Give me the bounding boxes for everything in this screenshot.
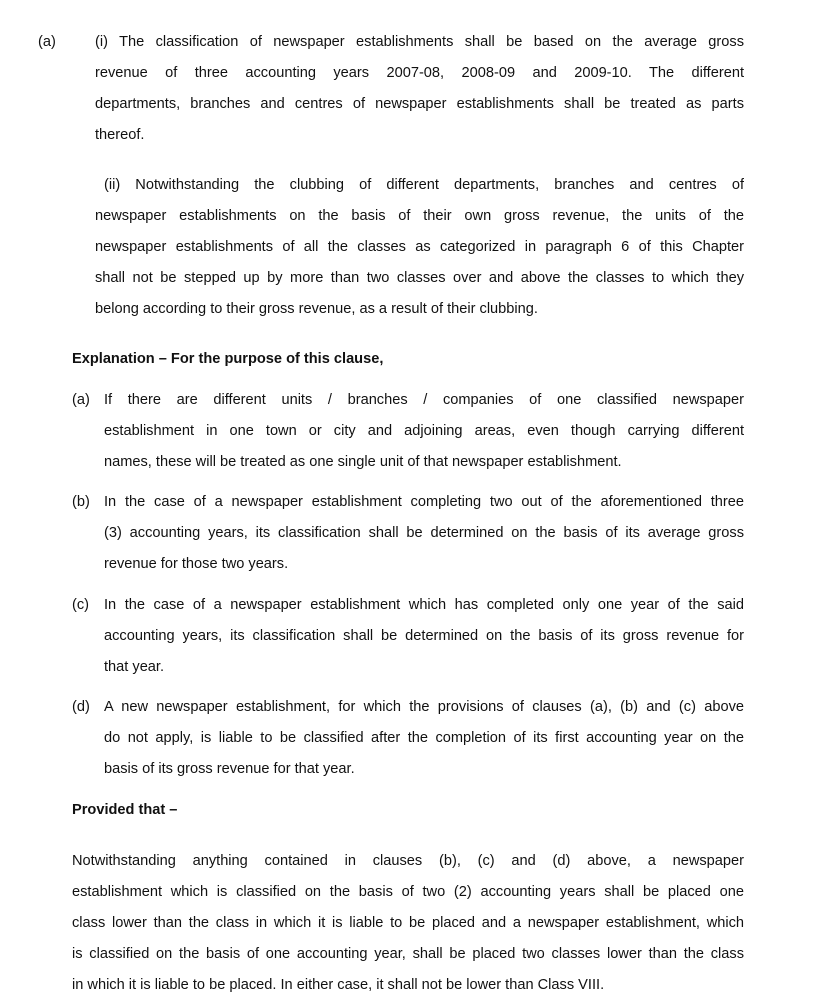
- item-line: A new newspaper establishment, for which the provisions of clauses (a), (b) and (c) above: [104, 699, 744, 715]
- item-line: If there are different units / branches / companies of one classified newspaper: [104, 392, 744, 408]
- paragraph-line: revenue of three accounting years 2007-08, 2008-09 and 2009-10. The different: [95, 65, 744, 81]
- paragraph-line: (ii) Notwithstanding the clubbing of different departments, branches and centres of: [104, 177, 744, 193]
- proviso-heading: Provided that –: [72, 802, 178, 818]
- item-label: (b): [72, 494, 90, 510]
- item-line: basis of its gross revenue for that year.: [104, 761, 355, 777]
- paragraph-line: class lower than the class in which it is liable to be placed and a newspaper establishment, which: [72, 915, 744, 931]
- item-line: accounting years, its classification shall be determined on the basis of its gross revenue for: [104, 628, 744, 644]
- paragraph-line: newspaper establishments of all the classes as categorized in paragraph 6 of this Chapter: [95, 239, 744, 255]
- item-label: (d): [72, 699, 90, 715]
- item-label: (c): [72, 597, 90, 613]
- paragraph-line: establishment which is classified on the basis of two (2) accounting years shall be placed one: [72, 884, 744, 900]
- paragraph-line: belong according to their gross revenue, as a result of their clubbing.: [95, 301, 538, 317]
- explanation-heading: Explanation – For the purpose of this clause,: [72, 351, 384, 367]
- item-line: do not apply, is liable to be classified after the completion of its first accounting year on the: [104, 730, 744, 746]
- item-line: revenue for those two years.: [104, 556, 289, 572]
- clause-a-label: (a): [38, 34, 56, 50]
- paragraph-line: departments, branches and centres of newspaper establishments shall be treated as parts: [95, 96, 744, 112]
- item-line: In the case of a newspaper establishment completing two out of the aforementioned three: [104, 494, 744, 510]
- paragraph-line: (i) The classification of newspaper establishments shall be based on the average gross: [95, 34, 744, 50]
- paragraph-line: shall not be stepped up by more than two classes over and above the classes to which they: [95, 270, 744, 286]
- item-line: (3) accounting years, its classification shall be determined on the basis of its average gross: [104, 525, 744, 541]
- item-line: that year.: [104, 659, 165, 675]
- paragraph-line: Notwithstanding anything contained in clauses (b), (c) and (d) above, a newspaper: [72, 853, 744, 869]
- item-line: establishment in one town or city and adjoining areas, even though carrying different: [104, 423, 744, 439]
- paragraph-line: thereof.: [95, 127, 145, 143]
- item-label: (a): [72, 392, 90, 408]
- paragraph-line: in which it is liable to be placed. In either case, it shall not be lower than Class VIII.: [72, 977, 605, 993]
- paragraph-line: is classified on the basis of one accounting year, shall be placed two classes lower than the class: [72, 946, 744, 962]
- item-line: In the case of a newspaper establishment which has completed only one year of the said: [104, 597, 744, 613]
- paragraph-line: newspaper establishments on the basis of their own gross revenue, the units of the: [95, 208, 744, 224]
- item-line: names, these will be treated as one single unit of that newspaper establishment.: [104, 454, 622, 470]
